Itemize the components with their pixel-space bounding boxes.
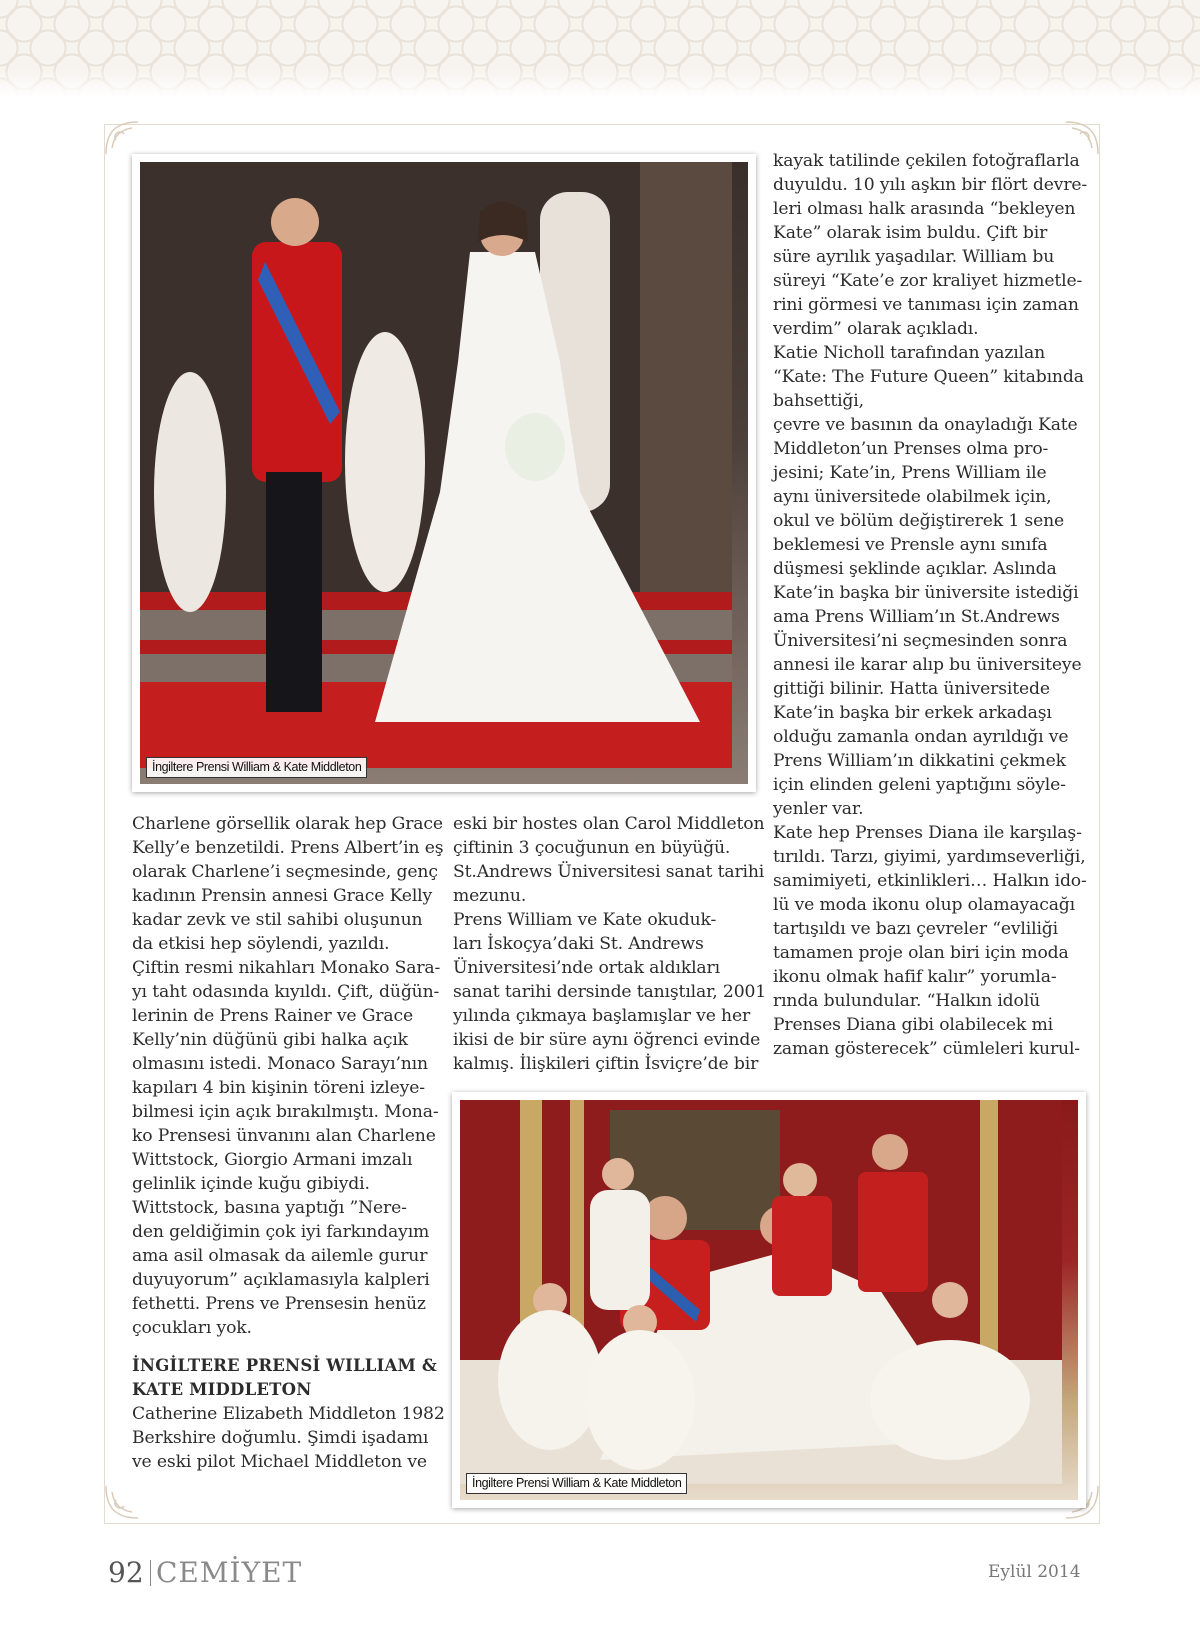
body-line: ama Prens William’ın St.Andrews [773, 607, 1060, 627]
body-line: Prens William ve Kate okuduk- [453, 910, 717, 930]
text-column-middle [453, 812, 766, 1076]
body-line: olmasını istedi. Monaco Sarayı’nın [132, 1054, 428, 1074]
body-line: ve eski pilot Michael Middleton ve [132, 1452, 427, 1472]
body-line: yenler var. [773, 799, 864, 819]
body-line: Prenses Diana gibi olabilecek mi [773, 1015, 1053, 1035]
body-line: annesi ile karar alıp bu üniversiteye [773, 655, 1082, 675]
body-line: tırıldı. Tarzı, giyimi, yardımseverliği, [773, 847, 1086, 867]
photo-caption: İngiltere Prensi William & Kate Middleton [146, 757, 367, 778]
body-line: Middleton’un Prenses olma pro- [773, 439, 1049, 459]
body-line: bilmesi için açık bırakılmıştı. Mona- [132, 1102, 439, 1122]
section-heading: İNGİLTERE PRENSİ WILLIAM & [132, 1356, 437, 1375]
body-line: olarak Charlene’i seçmesinde, genç [132, 862, 438, 882]
footer-divider [150, 1560, 151, 1586]
body-line: ikonu olmak hafif kalır” yorumla- [773, 967, 1057, 987]
body-line: okul ve bölüm değiştirerek 1 sene [773, 511, 1065, 531]
body-line: çocukları yok. [132, 1318, 252, 1338]
body-line: aynı üniversitede olabilmek için, [773, 487, 1052, 507]
body-line: Kate’in başka bir erkek arkadaşı [773, 703, 1052, 723]
text-column-right [773, 149, 1087, 1061]
photo-illustration [460, 1100, 1062, 1484]
body-line: tamamen proje olan biri için moda [773, 943, 1069, 963]
body-line: çevre ve basının da onayladığı Kate [773, 415, 1078, 435]
corner-ornament-icon [102, 1482, 142, 1522]
body-line: samimiyeti, etkinlikleri… Halkın ido- [773, 871, 1087, 891]
body-line: zaman gösterecek” cümleleri kurul- [773, 1039, 1080, 1059]
decorative-pattern-header [0, 0, 1200, 98]
body-line: süreyi “Kate’e zor kraliyet hizmetle- [773, 271, 1083, 291]
body-line: kadar zevk ve stil sahibi oluşunun [132, 910, 423, 930]
body-line: Kate” olarak isim buldu. Çift bir [773, 223, 1048, 243]
body-line: Wittstock, Giorgio Armani imzalı [132, 1150, 413, 1170]
body-line: “Kate: The Future Queen” kitabında [773, 367, 1084, 387]
wedding-photo-balcony [132, 154, 756, 792]
body-line: rini görmesi ve tanıması için zaman [773, 295, 1079, 315]
body-line: Charlene görsellik olarak hep Grace [132, 814, 443, 834]
body-line: mezunu. [453, 886, 527, 906]
body-line: Catherine Elizabeth Middleton 1982 [132, 1404, 445, 1424]
wedding-photo-family [452, 1092, 1086, 1508]
body-line: yılında çıkmaya başlamışlar ve her [453, 1006, 751, 1026]
body-line: çiftinin 3 çocuğunun en büyüğü. [453, 838, 731, 858]
body-line: yı taht odasında kıyıldı. Çift, düğün- [132, 982, 440, 1002]
body-line: lerinin de Prens Rainer ve Grace [132, 1006, 413, 1026]
body-line: Üniversitesi’ni seçmesinden sonra [773, 631, 1068, 651]
body-line: St.Andrews Üniversitesi sanat tarihi [453, 862, 765, 882]
body-line: gittiği bilinir. Hatta üniversitede [773, 679, 1050, 699]
issue-date: Eylül 2014 [988, 1562, 1081, 1582]
body-line: Wittstock, basına yaptığı ”Nere- [132, 1198, 407, 1218]
page-number: 92 [108, 1556, 144, 1589]
body-line: da etkisi hep söylendi, yazıldı. [132, 934, 390, 954]
body-line: süre ayrılık yaşadılar. William bu [773, 247, 1055, 267]
body-line: duyuldu. 10 yılı aşkın bir flört devre- [773, 175, 1088, 195]
body-line: sanat tarihi dersinde tanıştılar, 2001 [453, 982, 767, 1002]
body-line: Katie Nicholl tarafından yazılan [773, 343, 1046, 363]
body-line: ları İskoçya’daki St. Andrews [453, 934, 704, 954]
body-line: rında bulundular. “Halkın idolü [773, 991, 1041, 1011]
body-line: Berkshire doğumlu. Şimdi işadamı [132, 1428, 429, 1448]
body-line: Kate’in başka bir üniversite istediği [773, 583, 1079, 603]
body-line: Kelly’e benzetildi. Prens Albert’in eş [132, 838, 444, 858]
body-line: düşmesi şeklinde açıklar. Aslında [773, 559, 1057, 579]
body-line: olduğu zamanla ondan ayrıldığı ve [773, 727, 1069, 747]
body-line: Üniversitesi’nde ortak aldıkları [453, 958, 720, 978]
body-line: için elinden geleni yaptığını söyle- [773, 775, 1066, 795]
corner-ornament-icon [102, 118, 142, 158]
photo-image [460, 1100, 1078, 1500]
body-line: Kelly’nin düğünü gibi halka açık [132, 1030, 408, 1050]
body-line: ama asil olmasak da ailemle gurur [132, 1246, 428, 1266]
body-line: ko Prensesi ünvanını alan Charlene [132, 1126, 436, 1146]
body-line: Çiftin resmi nikahları Monako Sara- [132, 958, 441, 978]
body-line: eski bir hostes olan Carol Middleton [453, 814, 765, 834]
photo-image [140, 162, 748, 784]
body-line: fethetti. Prens ve Prensesin henüz [132, 1294, 426, 1314]
body-line: duyuyorum” açıklamasıyla kalpleri [132, 1270, 430, 1290]
body-line: kayak tatilinde çekilen fotoğraflarla [773, 151, 1080, 171]
body-line: beklemesi ve Prensle aynı sınıfa [773, 535, 1048, 555]
photo-caption: İngiltere Prensi William & Kate Middleton [466, 1473, 687, 1494]
section-heading: KATE MIDDLETON [132, 1380, 312, 1399]
body-line: kadının Prensin annesi Grace Kelly [132, 886, 433, 906]
body-line: lü ve moda ikonu olup olamayacağı [773, 895, 1075, 915]
body-line: kalmış. İlişkileri çiftin İsviçre’de bir [453, 1054, 759, 1074]
body-line: Prens William’ın dikkatini çekmek [773, 751, 1066, 771]
body-line: ikisi de bir süre aynı öğrenci evinde [453, 1030, 761, 1050]
magazine-name: CEMİYET [156, 1556, 303, 1589]
body-line: tartışıldı ve bazı çevreler “evliliği [773, 919, 1059, 939]
body-line: Kate hep Prenses Diana ile karşılaş- [773, 823, 1082, 843]
body-line: kapıları 4 bin kişinin töreni izleye- [132, 1078, 425, 1098]
body-line: den geldiğimin çok iyi farkındayım [132, 1222, 430, 1242]
body-line: gelinlik içinde kuğu gibiydi. [132, 1174, 370, 1194]
body-line: bahsettiği, [773, 391, 864, 411]
photo-illustration [140, 162, 732, 768]
body-line: verdim” olarak açıkladı. [773, 319, 979, 339]
body-line: jesini; Kate’in, Prens William ile [773, 463, 1047, 483]
body-line: leri olması halk arasında “bekleyen [773, 199, 1076, 219]
text-column-left [132, 812, 445, 1474]
